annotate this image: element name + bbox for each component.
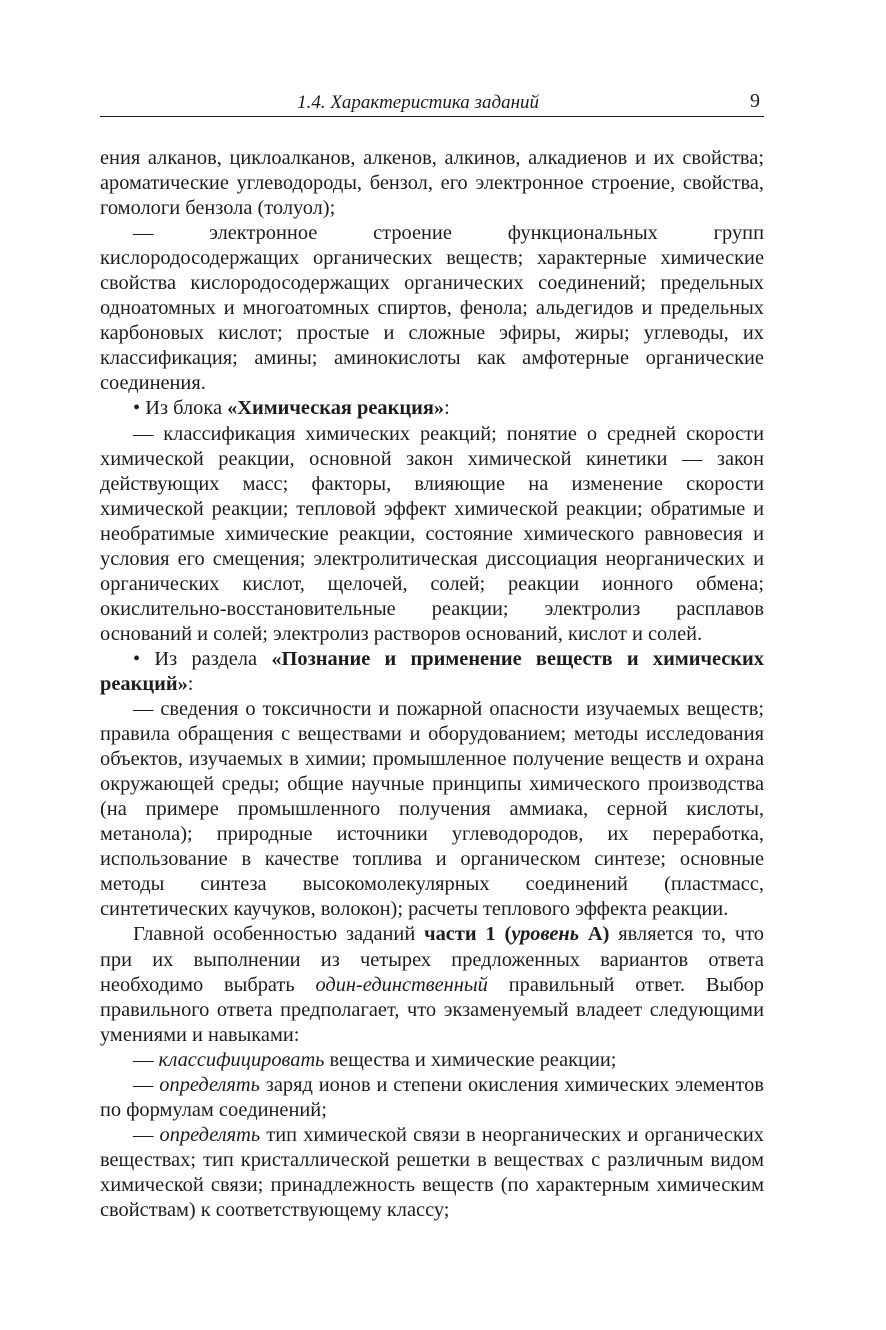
dash: — xyxy=(133,1123,160,1146)
bullet-prefix: • Из блока xyxy=(133,397,228,420)
text-run: является то, что при их выполнении из четырех предложенных вариантов ответа необходимо выбрать xyxy=(100,923,764,996)
paragraph-oxygen-compounds: — электронное строение функциональных групп кислородосодержащих органических веществ; характерные химические свойства кислородосодержащих органических соединений; предельных одноатомных и многоатомных спиртов, фенола; альдегидов и предельных карбоновых кислот; простые и сложные эфиры, жиры; углеводы, их классификация; амины; аминокислоты как амфотерные органические соединения. xyxy=(100,222,764,395)
text-run: Главной особенностью заданий xyxy=(133,923,425,946)
text-run: части 1 ( xyxy=(424,923,512,946)
colon: : xyxy=(187,672,194,695)
paragraph-part1-features xyxy=(100,922,764,1047)
bold-part-label xyxy=(424,923,609,945)
text-run: правильный ответ. Выбор правильного ответа предполагает, что экзаменуемый владеет следующими умениями и навыками: xyxy=(100,973,764,1046)
skill-item-classify xyxy=(100,1048,764,1073)
italic-verb: определять xyxy=(159,1073,260,1096)
block-title: «Химическая реакция» xyxy=(227,397,445,420)
colon: : xyxy=(444,397,450,420)
text-run: тип химической связи в неорганических и органических веществах; тип кристаллической решетки в веществах с различным видом химической связи; принадлежность веществ (по характерным химическим свойствам) к соответствующему классу; xyxy=(100,1123,764,1221)
running-title: 1.4. Характеристика заданий xyxy=(297,92,539,113)
italic-emphasis: один-единственный xyxy=(315,973,488,996)
paragraph-organic-continuation: ения алканов, циклоалканов, алкенов, алкинов, алкадиенов и их свойства; ароматические углеводороды, бензол, его электронное строение, свойства, гомологи бензола (толуол); xyxy=(100,147,764,220)
skill-item-determine-bond xyxy=(100,1123,764,1223)
dash: — xyxy=(133,1073,160,1096)
text-run: вещества и химические реакции; xyxy=(324,1048,617,1071)
block-heading-chemical-reaction xyxy=(100,396,764,421)
page-number: 9 xyxy=(750,90,760,112)
text-run: А) xyxy=(579,923,610,946)
body-text xyxy=(100,146,764,1223)
italic-verb: классифицировать xyxy=(158,1048,325,1071)
block-title: «Познание и применение веществ и химических реакций» xyxy=(100,647,764,695)
paragraph-application-topics: — сведения о токсичности и пожарной опасности изучаемых веществ; правила обращения с веществами и оборудованием; методы исследования объектов, изучаемых в химии; промышленное получение веществ и охрана окружающей среды; общие научные принципы химического производства (на примере промышленного получения аммиака, серной кислоты, метанола); природные источники углеводородов, их переработка, использование в качестве топлива и органическом синтезе; основные методы синтеза высокомолекулярных соединений (пластмасс, синтетических каучуков, волокон); расчеты теплового эффекта реакции. xyxy=(100,698,764,921)
bullet-prefix: • Из раздела xyxy=(133,647,272,670)
running-header xyxy=(100,88,764,117)
text-run: заряд ионов и степени окисления химических элементов по формулам соединений; xyxy=(100,1073,764,1121)
skill-item-determine-charge xyxy=(100,1073,764,1123)
block-heading-knowledge-application xyxy=(100,647,764,697)
dash: — xyxy=(133,1048,159,1071)
italic-verb: определять xyxy=(159,1123,261,1146)
italic-level-label: уровень xyxy=(511,923,580,946)
paragraph-reaction-topics: — классификация химических реакций; понятие о средней скорости химической реакции, основной закон химической кинетики — закон действующих масс; факторы, влияющие на изменение скорости химической реакции; тепловой эффект химической реакции; обратимые и необратимые химические реакции, состояние химического равновесия и условия его смещения; электролитическая диссоциация неорганических и органических кислот, щелочей, солей; реакции ионного обмена; окислительно-восстановительные реакции; электролиз расплавов оснований и солей; электролиз растворов оснований, кислот и солей. xyxy=(100,422,764,645)
